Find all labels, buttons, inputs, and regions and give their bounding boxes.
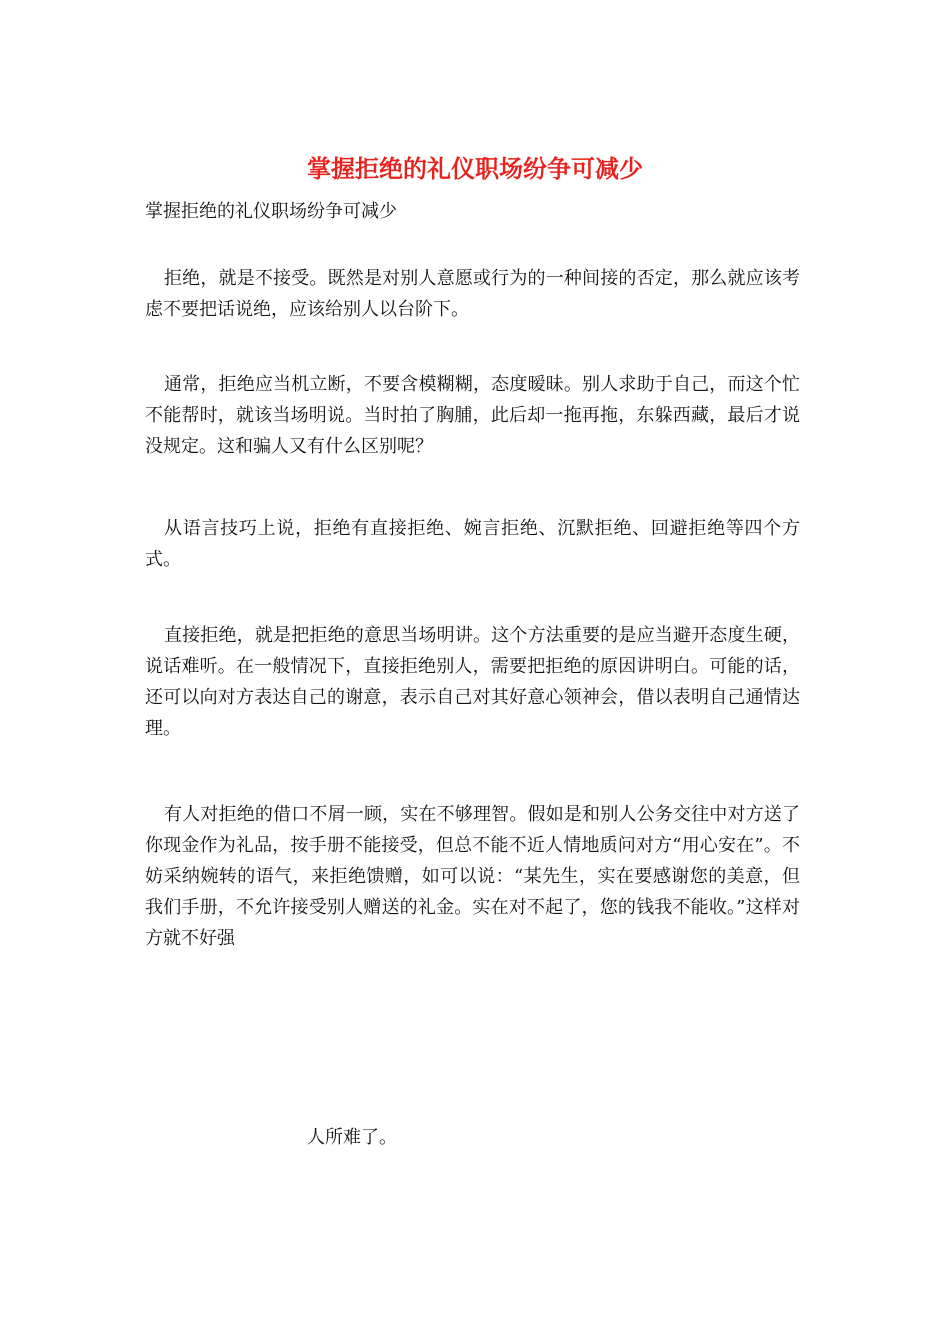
page-title: 掌握拒绝的礼仪职场纷争可减少 [307, 154, 643, 183]
paragraph-5: 有人对拒绝的借口不屑一顾，实在不够理智。假如是和别人公务交往中对方送了你现金作为礼品，按手册不能接受，但总不能不近人情地质问对方“用心安在”。不妨采纳婉转的语气，来拒绝馈赠，如可以说：“某先生，实在要感谢您的美意，但我们手册，不允许接受别人赠送的礼金。实在对不起了，您的钱我不能收。”这样对方就不好强 [145, 804, 800, 949]
paragraph-4: 直接拒绝，就是把拒绝的意思当场明讲。这个方法重要的是应当避开态度生硬，说话难听。在一般情况下，直接拒绝别人，需要把拒绝的原因讲明白。可能的话，还可以向对方表达自己的谢意，表示自己对其好意心领神会，借以表明自己通情达理。 [145, 625, 800, 739]
paragraph-3: 从语言技巧上说，拒绝有直接拒绝、婉言拒绝、沉默拒绝、回避拒绝等四个方式。 [145, 518, 800, 570]
paragraph-2: 通常，拒绝应当机立断，不要含模糊糊，态度暧昧。别人求助于自己，而这个忙不能帮时，就该当场明说。当时拍了胸脯，此后却一拖再拖，东躲西藏，最后才说没规定。这和骗人又有什么区别呢？ [145, 374, 800, 457]
document-subtitle: 掌握拒绝的礼仪职场纷争可减少 [145, 201, 397, 222]
continuation-text: 人所难了。 [307, 1127, 397, 1148]
paragraph-1: 拒绝，就是不接受。既然是对别人意愿或行为的一种间接的否定，那么就应该考虑不要把话说绝，应该给别人以台阶下。 [145, 268, 800, 320]
